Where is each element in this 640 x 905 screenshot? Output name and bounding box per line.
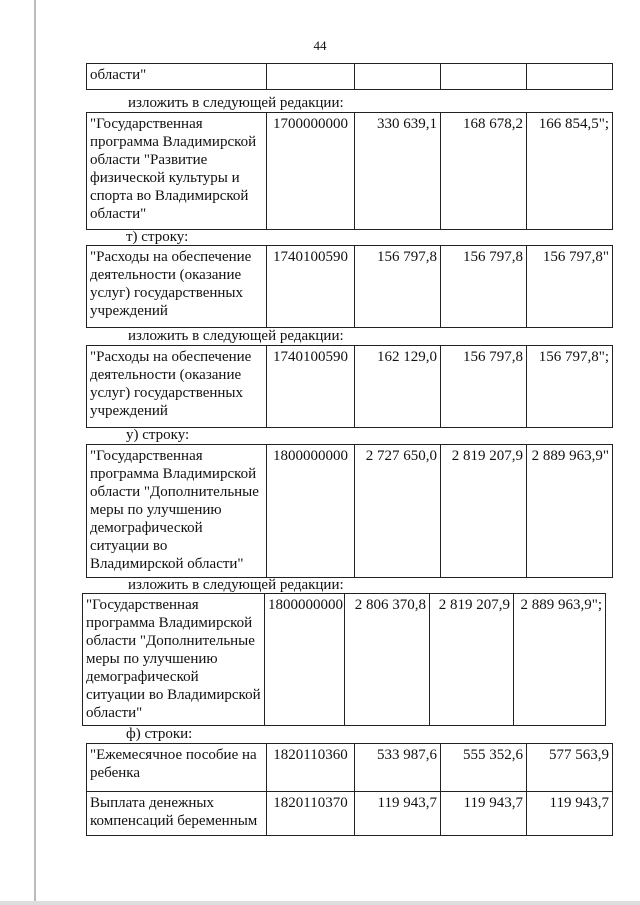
- budget-table: [86, 63, 613, 90]
- amendment-instruction: т) строку:: [126, 229, 189, 245]
- value-2020-cell: 2 819 207,9: [441, 445, 527, 578]
- value-2020-cell: 156 797,8: [441, 246, 527, 328]
- code-cell: 1740100590: [267, 346, 355, 428]
- scan-bottom-edge: [0, 901, 640, 905]
- table-row: [87, 246, 613, 328]
- value-2019-cell: 533 987,6: [355, 744, 441, 792]
- value-2021-cell: [527, 64, 613, 90]
- budget-table: [82, 593, 606, 726]
- amendment-instruction: ф) строки:: [126, 726, 193, 742]
- item-name-cell: "Государственная программа Владимирской области "Дополнительные меры по улучшению демографической ситуации во Владимирской области": [83, 594, 265, 726]
- code-cell: 1700000000: [267, 113, 355, 230]
- value-2019-cell: 156 797,8: [355, 246, 441, 328]
- budget-table: [86, 245, 613, 328]
- item-name-cell: "Расходы на обеспечение деятельности (оказание услуг) государственных учреждений: [87, 246, 267, 328]
- table-row: [87, 346, 613, 428]
- value-2020-cell: 2 819 207,9: [430, 594, 514, 726]
- value-2021-cell: 119 943,7: [527, 792, 613, 836]
- budget-table: [86, 444, 613, 578]
- amendment-instruction: изложить в следующей редакции:: [128, 95, 344, 111]
- value-2021-cell: 2 889 963,9";: [514, 594, 606, 726]
- value-2021-cell: 577 563,9: [527, 744, 613, 792]
- table-row: [87, 445, 613, 578]
- value-2020-cell: 555 352,6: [441, 744, 527, 792]
- page-number: 44: [313, 38, 327, 53]
- code-cell: 1820110370: [267, 792, 355, 836]
- code-cell: 1800000000: [267, 445, 355, 578]
- value-2020-cell: 119 943,7: [441, 792, 527, 836]
- item-name-cell: "Расходы на обеспечение деятельности (оказание услуг) государственных учреждений: [87, 346, 267, 428]
- amendment-instruction: изложить в следующей редакции:: [128, 577, 344, 593]
- value-2019-cell: 162 129,0: [355, 346, 441, 428]
- item-name-cell: "Ежемесячное пособие на ребенка: [87, 744, 267, 792]
- value-2019-cell: 2 806 370,8: [345, 594, 430, 726]
- amendment-instruction: у) строку:: [126, 427, 190, 443]
- code-cell: 1820110360: [267, 744, 355, 792]
- value-2019-cell: 119 943,7: [355, 792, 441, 836]
- amendment-instruction: изложить в следующей редакции:: [128, 328, 344, 344]
- value-2021-cell: 156 797,8": [527, 246, 613, 328]
- value-2021-cell: 2 889 963,9": [527, 445, 613, 578]
- scan-edge: [34, 0, 36, 905]
- budget-table: [86, 112, 613, 230]
- value-2020-cell: 168 678,2: [441, 113, 527, 230]
- value-2020-cell: 156 797,8: [441, 346, 527, 428]
- value-2021-cell: 156 797,8";: [527, 346, 613, 428]
- value-2021-cell: 166 854,5";: [527, 113, 613, 230]
- item-name-cell: Выплата денежных компенсаций беременным: [87, 792, 267, 836]
- budget-table: [86, 743, 613, 836]
- item-name-cell: "Государственная программа Владимирской области "Развитие физической культуры и спорта во Владимирской области": [87, 113, 267, 230]
- table-row: [87, 113, 613, 230]
- item-name-cell: области": [87, 64, 267, 90]
- code-cell: 1800000000: [265, 594, 345, 726]
- budget-table: [86, 345, 613, 428]
- table-row: [87, 792, 613, 836]
- value-2019-cell: [355, 64, 441, 90]
- value-2020-cell: [441, 64, 527, 90]
- value-2019-cell: 2 727 650,0: [355, 445, 441, 578]
- table-row: [83, 594, 606, 726]
- item-name-cell: "Государственная программа Владимирской области "Дополнительные меры по улучшению демографической ситуации во Владимирской области": [87, 445, 267, 578]
- code-cell: [267, 64, 355, 90]
- code-cell: 1740100590: [267, 246, 355, 328]
- table-row: [87, 744, 613, 792]
- value-2019-cell: 330 639,1: [355, 113, 441, 230]
- table-row: [87, 64, 613, 90]
